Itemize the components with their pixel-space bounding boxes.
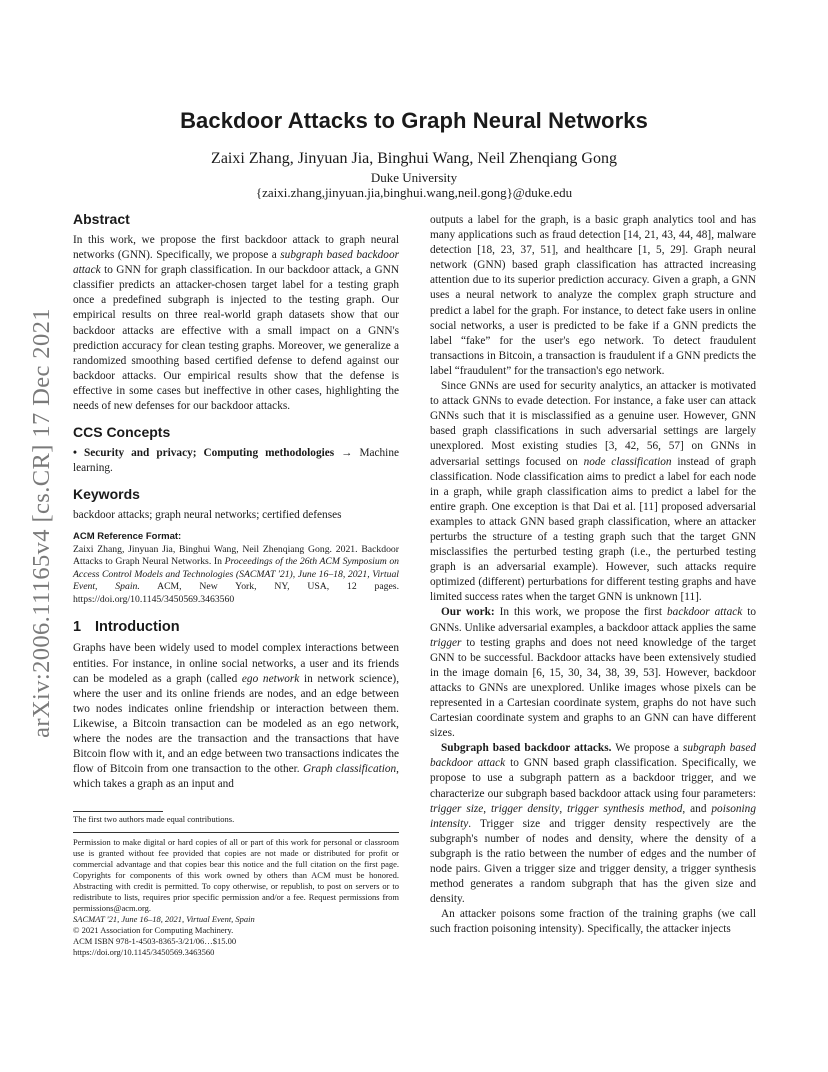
paragraph: Our work: In this work, we propose the first backdoor attack to GNNs. Unlike adversarial examples, a backdoor attack applies the same trigger to testing graphs and does not need knowledge of the target GNN to be successful. Backdoor attacks have been extensively studied in the image domain [6, 15, 30, 34, 38, 39, 53]. However, backdoor attacks to GNNs are unexplored. Unlike images whose pixels can be represented in a Cartesian coordinate system, graphs do not have such Cartesian coordinate system and graphs to an GNN can have different sizes.: [430, 606, 757, 740]
intro-text: Graphs have been widely used to model complex interactions between entities. For instance, in online social networks, a user and its friends can be modeled as a graph (called ego network in network science), where the user and its online friends are nodes, and an edge between two nodes indicates online friendship or interaction between them. Likewise, a Bitcoin transaction can be modeled as an ego network, where the nodes are the transaction and the transactions that have Bitcoin flow with it, and an edge between two transactions indicates the flow of Bitcoin from one transaction to the other. Graph classification, which takes a graph as an input and: [73, 642, 400, 791]
arxiv-id: arXiv:2006.11165v4 [cs.CR] 17 Dec 2021: [28, 308, 55, 738]
right-column: [430, 213, 756, 938]
intro-heading: 1 Introduction: [73, 619, 180, 636]
ccs-text: • Security and privacy; Computing methodologies → Machine learning.: [73, 447, 399, 475]
copyright-line: © 2021 Association for Computing Machinery.: [73, 925, 234, 935]
affiliation: Duke University: [370, 170, 458, 185]
paper-title: Backdoor Attacks to Graph Neural Networks: [180, 108, 648, 133]
abstract-text: In this work, we propose the first backdoor attack to graph neural networks (GNN). Specifically, we propose a subgraph based backdoor attack to GNN for graph classification. In our backdoor attack, a GNN classifier predicts an attacker-chosen target label for a testing graph once a predefined subgraph is injected to the testing graph. Our empirical results on three real-world graph datasets show that our backdoor attacks are effective with a small impact on a GNN's prediction accuracy for clean testing graphs. Moreover, we generalize a randomized smoothing based certified defense to defend against our backdoor attacks. Our empirical results show that the defense is effective in some cases but ineffective in other cases, highlighting the needs of new defenses for our backdoor attacks.: [73, 234, 399, 413]
footnote: The first two authors made equal contributions.: [73, 814, 235, 824]
author-emails: {zaixi.zhang,jinyuan.jia,binghui.wang,neil.gong}@duke.edu: [255, 185, 573, 200]
author-list: Zaixi Zhang, Jinyuan Jia, Binghui Wang, Neil Zhenqiang Gong: [211, 150, 617, 167]
venue-line: SACMAT '21, June 16–18, 2021, Virtual Event, Spain: [73, 914, 255, 924]
permission-text: Permission to make digital or hard copies of all or part of this work for personal or classroom use is granted without fee provided that copies are not made or distributed for profit or commercial advantage and that copies bear this notice and the full citation on the first page. Copyrights for components of this work owned by others than ACM must be honored. Abstracting with credit is permitted. To copy otherwise, or republish, to post on servers or to redistribute to lists, requires prior specific permission and/or a fee. Request permissions from permissions@acm.org.: [73, 837, 399, 913]
ccs-heading: CCS Concepts: [73, 424, 171, 441]
left-column: [73, 211, 399, 792]
acm-reference: ACM Reference Format: Zaixi Zhang, Jinyuan Jia, Binghui Wang, Neil Zhenqiang Gong. 2021. Backdoor Attacks to Graph Neural Networks. In Proceedings of the 26th ACM Symposium on Access Control Models and Technologies (SACMAT '21), June 16–18, 2021, Virtual Event, Spain. ACM, New York, NY, USA, 12 pages. https://doi.org/10.1145/3450569.3463560: [73, 531, 400, 605]
abstract-heading: Abstract: [73, 211, 130, 227]
permission-block: [73, 837, 399, 958]
keywords-heading: Keywords: [73, 486, 140, 503]
doi-line: https://doi.org/10.1145/3450569.3463560: [73, 947, 215, 957]
isbn-line: ACM ISBN 978-1-4503-8365-3/21/06…$15.00: [73, 936, 237, 946]
arxiv-sidebar: [24, 288, 60, 758]
permission-rule: [73, 832, 399, 833]
footnote-rule: [73, 811, 163, 812]
paragraph: Subgraph based backdoor attacks. We propose a subgraph based backdoor attack to GNN based graph classification. Specifically, we propose to use a subgraph pattern as a backdoor trigger, and we characterize our subgraph based backdoor attack using four parameters: trigger size, trigger density, trigger synthesis method, and poisoning intensity. Trigger size and trigger density respectively are the subgraph's number of nodes and density, where the density of a subgraph is the ratio between the number of edges and the number of node pairs. Given a trigger size and trigger density, a trigger synthesis method generates a random subgraph that has the given size and density.: [430, 742, 757, 906]
paragraph: outputs a label for the graph, is a basic graph analytics tool and has many applications such as fraud detection [14, 21, 43, 44, 48], malware detection [18, 23, 37, 51], and healthcare [1, 5, 29]. Graph neural network (GNN) based graph classification has attracted increasing attention due to its superior prediction accuracy. Given a graph, a GNN uses a neural network to analyze the complex graph structure and predict a label for the graph. For instance, to detect fake users in online social networks, a user is predicted to be fake if a GNN predicts the label “fake” for the user's ego network. To detect fraudulent transactions in Bitcoin, a transaction is fraudulent if a GNN predicts the label “fraudulent” for the transaction's ego network.: [430, 214, 756, 377]
keywords-text: backdoor attacks; graph neural networks; certified defenses: [73, 509, 342, 522]
paragraph: Since GNNs are used for security analytics, an attacker is motivated to attack GNNs to evade detection. For instance, a fake user can attack GNNs such that it is misclassified as a genuine user. However, GNN based graph classifications in such adversarial settings are largely unexplored. Most existing studies [3, 42, 56, 57] on GNNs in adversarial settings focused on node classification instead of graph classification. Node classification aims to predict a label for each node in a graph, while graph classification aims to predict a label for the entire graph. One exception is that Dai et al. [11] proposed adversarial examples to attack GNN based graph classification, where an attacker perturbs the structure of a testing graph such that the target GNN misclassifies the perturbed testing graph (i.e., the perturbed testing graph is an adversarial example). However, such attacks require optimized (different) perturbations for different testing graphs and have limited success rates when the target GNN is unknown [11].: [430, 380, 757, 604]
paragraph: An attacker poisons some fraction of the training graphs (we call such fraction poisoning intensity). Specifically, the attacker injects: [430, 908, 756, 936]
